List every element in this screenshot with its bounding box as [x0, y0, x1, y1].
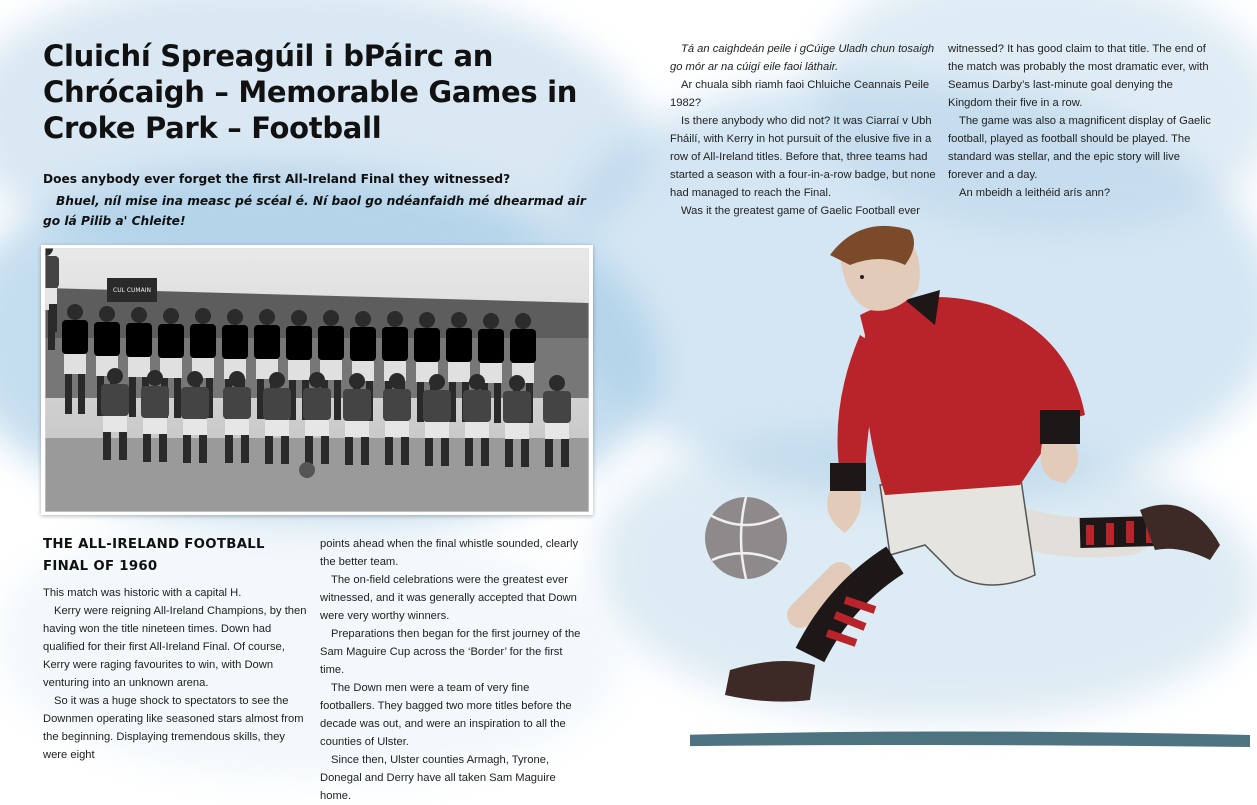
intro-irish-text: Bhuel, níl mise ina measc pé scéal é. Ní baol go ndéanfaidh mé dhearmad air go lá Pilib a' Chleite!: [43, 194, 586, 228]
football-icon: [705, 497, 787, 579]
text-column-3: [670, 40, 940, 220]
paragraph: Was it the greatest game of Gaelic Football ever: [681, 205, 920, 217]
paragraph: An mbeidh a leithéid arís ann?: [959, 187, 1111, 199]
text-column-4: [948, 40, 1213, 202]
ground-stroke: [690, 731, 1250, 747]
scoreboard-text: CUL CUMAIN: [113, 287, 151, 294]
boot-icon: [1140, 505, 1220, 560]
team-photo-image: [45, 248, 589, 512]
footballer-illustration: [690, 215, 1257, 755]
section-heading: THE ALL-IRELAND FOOTBALL FINAL OF 1960: [43, 537, 265, 574]
paragraph: Since then, Ulster counties Armagh, Tyrone, Donegal and Derry have all taken Sam Maguire home.: [320, 754, 556, 802]
intro-question: Does anybody ever forget the first All-Ireland Final they witnessed?: [43, 172, 511, 186]
paragraph: Ar chuala sibh riamh faoi Chluiche Ceannais Peile 1982?: [670, 79, 930, 109]
text-column-2: [320, 535, 584, 805]
front-leg: [725, 560, 895, 702]
text-column-1: [43, 584, 311, 764]
irish-paragraph: Tá an caighdeán peile i gCúige Uladh chun tosaigh go mór ar na cúigí eile faoi láthair.: [670, 43, 935, 73]
player-head: [830, 226, 920, 311]
paragraph: Is there anybody who did not? It was Ciarraí v Ubh Fháilí, with Kerry in hot pursuit of the elusive five in a row of All-Ireland titles. Before that, three teams had started a season with a four-in-a-row badge, but none had managed to reach the Final.: [670, 115, 936, 199]
paragraph: Preparations then began for the first journey of the Sam Maguire Cup across the ‘Border’ for the first time.: [320, 628, 581, 676]
paragraph: Kerry were reigning All-Ireland Champions, by then having won the title nineteen times. Down had qualified for their first All-Ireland Final. Of course, Kerry were raging favourites to win, with Down venturing into an unknown arena.: [43, 605, 307, 689]
page-title: Cluichí Spreagúil i bPáirc an Chrócaigh – Memorable Games in Croke Park – Football: [43, 39, 578, 145]
paragraph: The game was also a magnificent display of Gaelic football, played as football should be played. The standard was stellar, and the epic story will live forever and a day.: [948, 115, 1211, 181]
boot-icon: [725, 661, 815, 702]
team-photo: [41, 245, 593, 515]
paragraph: So it was a huge shock to spectators to see the Downmen operating like seasoned stars almost from the beginning. Displaying tremendous skills, they were eight: [43, 695, 304, 761]
paragraph: witnessed? It has good claim to that title. The end of the match was probably the most dramatic ever, with Seamus Darby’s last-minute goal denying the Kingdom their five in a row.: [948, 43, 1209, 109]
paragraph: The on-field celebrations were the greatest ever witnessed, and it was generally accepted that Down were very worthy winners.: [320, 574, 577, 622]
paragraph: This match was historic with a capital H.: [43, 587, 242, 599]
paragraph: The Down men were a team of very fine footballers. They bagged two more titles before the decade was out, and were an inspiration to all the counties of Ulster.: [320, 682, 572, 748]
paragraph: points ahead when the final whistle sounded, clearly the better team.: [320, 538, 579, 568]
